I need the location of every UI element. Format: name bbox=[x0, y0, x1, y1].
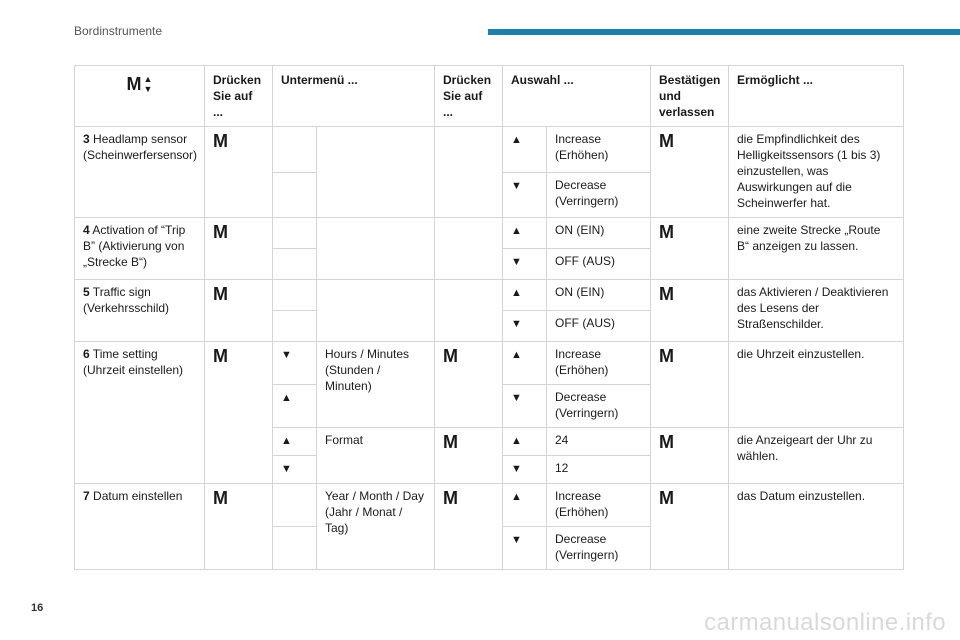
table-row bbox=[75, 218, 904, 249]
mode-button-icon: M bbox=[651, 280, 729, 342]
selection-option: Decrease (Verringern) bbox=[547, 527, 651, 570]
arrow-up-icon: ▲ bbox=[503, 484, 547, 527]
mode-button-icon: M bbox=[205, 218, 273, 280]
mode-button-icon: M bbox=[651, 484, 729, 570]
selection-option: 12 bbox=[547, 456, 651, 484]
arrow-down-icon: ▼ bbox=[503, 311, 547, 342]
header-press-1: Drücken Sie auf ... bbox=[205, 66, 273, 127]
table-row bbox=[75, 280, 904, 311]
mode-button-icon: M bbox=[651, 127, 729, 218]
arrow-down-icon: ▼ bbox=[503, 527, 547, 570]
selection-option: ON (EIN) bbox=[547, 280, 651, 311]
mode-button-icon: M bbox=[205, 342, 273, 484]
mode-button-icon: M bbox=[205, 127, 273, 218]
arrow-down-icon: ▼ bbox=[503, 456, 547, 484]
mode-up-down-icon: M ▲ ▼ bbox=[126, 74, 153, 94]
arrow-up-icon: ▲ bbox=[273, 428, 317, 456]
row-description: die Anzeigeart der Uhr zu wählen. bbox=[729, 428, 904, 484]
section-title: Bordinstrumente bbox=[74, 24, 163, 38]
selection-option: OFF (AUS) bbox=[547, 311, 651, 342]
row-description: die Uhrzeit einzustellen. bbox=[729, 342, 904, 428]
header-confirm: Bestätigen und verlassen bbox=[651, 66, 729, 127]
selection-option: Increase (Erhöhen) bbox=[547, 484, 651, 527]
header-selection: Auswahl ... bbox=[503, 66, 651, 127]
mode-button-icon: M bbox=[435, 342, 503, 428]
selection-option: 24 bbox=[547, 428, 651, 456]
row-label: 3 Headlamp sensor (Scheinwerfersensor) bbox=[75, 127, 205, 218]
row-label: 7 Datum einstellen bbox=[75, 484, 205, 570]
arrow-up-icon: ▲ bbox=[503, 280, 547, 311]
table-row bbox=[75, 127, 904, 173]
mode-button-icon: M bbox=[205, 280, 273, 342]
row-description: eine zweite Strecke „Route B“ anzeigen zu lassen. bbox=[729, 218, 904, 280]
mode-button-icon: M bbox=[435, 484, 503, 570]
header-accent-bar bbox=[488, 29, 960, 35]
watermark-text: carmanualsonline.info bbox=[704, 609, 946, 636]
selection-option: Decrease (Verringern) bbox=[547, 172, 651, 218]
arrow-down-icon: ▼ bbox=[273, 456, 317, 484]
header-submenu: Untermenü ... bbox=[273, 66, 435, 127]
row-label: 6 Time setting (Uhrzeit einstellen) bbox=[75, 342, 205, 484]
mode-button-icon: M bbox=[651, 428, 729, 484]
submenu-option: Hours / Minutes (Stunden / Minuten) bbox=[317, 342, 435, 428]
arrow-up-icon: ▲ bbox=[273, 385, 317, 428]
submenu-option: Format bbox=[317, 428, 435, 484]
selection-option: ON (EIN) bbox=[547, 218, 651, 249]
mode-button-icon: M bbox=[651, 218, 729, 280]
row-description: die Empfindlichkeit des Helligkeitssensors (1 bis 3) einzustellen, was Auswirkungen auf die Scheinwerfer hat. bbox=[729, 127, 904, 218]
arrow-down-icon: ▼ bbox=[503, 385, 547, 428]
mode-button-icon: M bbox=[651, 342, 729, 428]
selection-option: Increase (Erhöhen) bbox=[547, 127, 651, 173]
selection-option: Increase (Erhöhen) bbox=[547, 342, 651, 385]
table-row bbox=[75, 484, 904, 527]
arrow-down-icon: ▼ bbox=[503, 249, 547, 280]
row-description: das Aktivieren / Deaktivieren des Lesens der Straßenschilder. bbox=[729, 280, 904, 342]
row-description: das Datum einzustellen. bbox=[729, 484, 904, 570]
header-mode-icon-cell bbox=[75, 66, 205, 127]
selection-option: Decrease (Verringern) bbox=[547, 385, 651, 428]
arrow-down-icon: ▼ bbox=[503, 172, 547, 218]
arrow-down-icon: ▼ bbox=[273, 342, 317, 385]
table-row bbox=[75, 342, 904, 385]
arrow-up-icon: ▲ bbox=[503, 127, 547, 173]
selection-option: OFF (AUS) bbox=[547, 249, 651, 280]
page-number: 16 bbox=[31, 602, 44, 614]
row-label: 5 Traffic sign (Verkehrsschild) bbox=[75, 280, 205, 342]
settings-table bbox=[74, 65, 904, 570]
row-label: 4 Activation of “Trip B” (Aktivierung von „Strecke B“) bbox=[75, 218, 205, 280]
submenu-option: Year / Month / Day (Jahr / Monat / Tag) bbox=[317, 484, 435, 570]
arrow-up-icon: ▲ bbox=[503, 218, 547, 249]
mode-button-icon: M bbox=[205, 484, 273, 570]
arrow-up-icon: ▲ bbox=[503, 428, 547, 456]
mode-button-icon: M bbox=[435, 428, 503, 484]
header-press-2: Drücken Sie auf ... bbox=[435, 66, 503, 127]
arrow-up-icon: ▲ bbox=[503, 342, 547, 385]
header-enables: Ermöglicht ... bbox=[729, 66, 904, 127]
table-header-row bbox=[75, 66, 904, 127]
